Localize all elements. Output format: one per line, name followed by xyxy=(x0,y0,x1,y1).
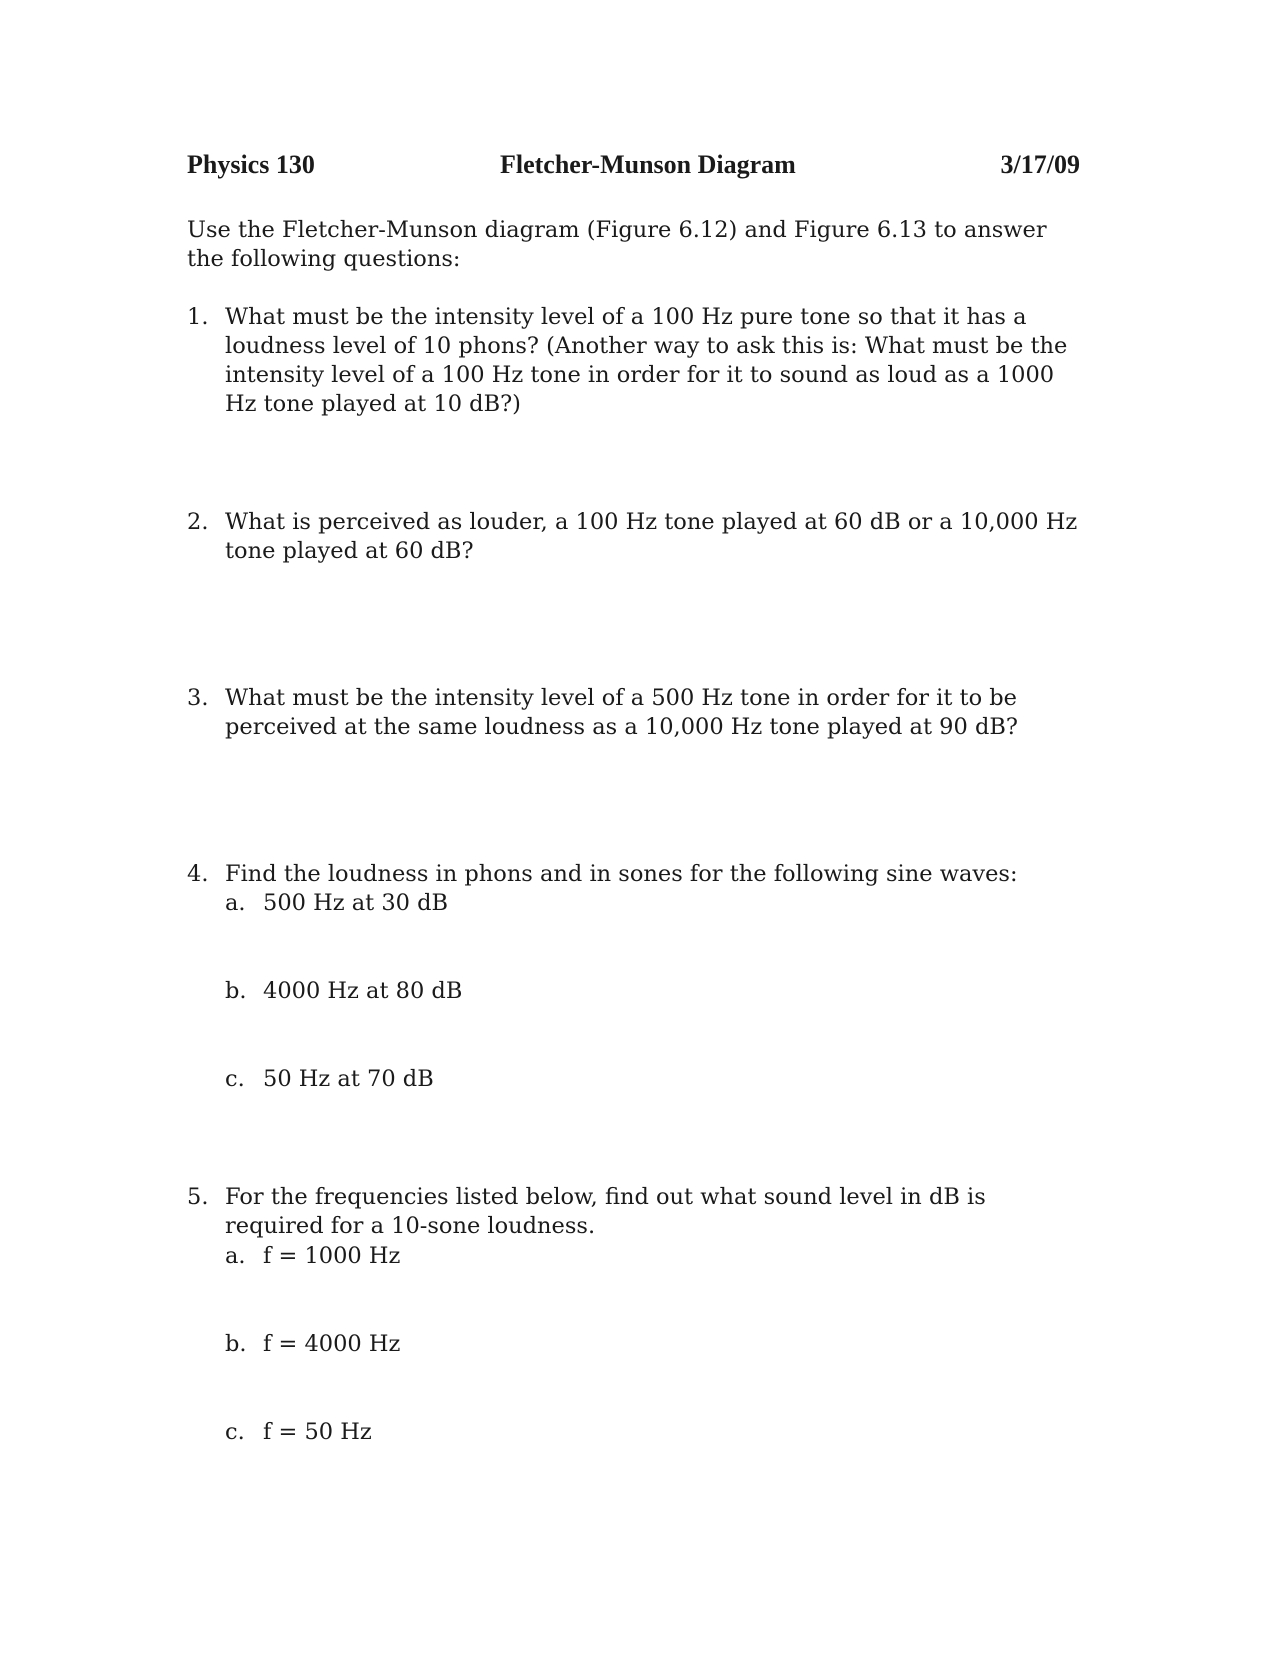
part-letter: a. xyxy=(225,890,246,916)
question-5-part-a xyxy=(225,1242,1025,1271)
question-1 xyxy=(187,303,1087,419)
part-text: 50 Hz at 70 dB xyxy=(263,1066,434,1092)
part-letter: a. xyxy=(225,1243,246,1269)
question-2 xyxy=(187,508,1087,566)
question-number: 4. xyxy=(187,861,209,887)
question-3 xyxy=(187,684,1087,742)
question-number: 2. xyxy=(187,509,209,535)
page-header xyxy=(187,150,1080,190)
question-text: Find the loudness in phons and in sones for the following sine waves: xyxy=(225,861,1018,887)
question-number: 5. xyxy=(187,1184,209,1210)
part-text: 500 Hz at 30 dB xyxy=(263,890,449,916)
part-text: f = 1000 Hz xyxy=(263,1243,401,1269)
question-4-part-b xyxy=(225,977,1025,1006)
worksheet-date: 3/17/09 xyxy=(1000,150,1080,179)
part-text: 4000 Hz at 80 dB xyxy=(263,978,463,1004)
part-letter: b. xyxy=(225,1331,247,1357)
question-5 xyxy=(187,1183,1087,1241)
question-text: What is perceived as louder, a 100 Hz tone played at 60 dB or a 10,000 Hz tone played at 60 dB? xyxy=(225,509,1078,564)
part-text: f = 4000 Hz xyxy=(263,1331,401,1357)
part-letter: c. xyxy=(225,1419,245,1445)
part-letter: c. xyxy=(225,1066,245,1092)
question-4-part-a xyxy=(225,889,1025,918)
question-4-part-c xyxy=(225,1065,1025,1094)
part-letter: b. xyxy=(225,978,247,1004)
worksheet-title: Fletcher-Munson Diagram xyxy=(500,150,796,179)
question-text: For the frequencies listed below, find out what sound level in dB is required for a 10-sone loudness. xyxy=(225,1184,986,1239)
part-text: f = 50 Hz xyxy=(263,1419,372,1445)
question-number: 1. xyxy=(187,304,209,330)
question-text: What must be the intensity level of a 100 Hz pure tone so that it has a loudness level of 10 phons? (Another way to ask this is: What must be the intensity level of a 100 Hz tone in order for it to sound as loud as a 1000 Hz tone played at 10 dB?) xyxy=(225,304,1068,417)
question-number: 3. xyxy=(187,685,209,711)
instructions-paragraph: Use the Fletcher-Munson diagram (Figure 6.12) and Figure 6.13 to answer the following questions: xyxy=(187,217,1047,272)
course-name: Physics 130 xyxy=(187,150,315,179)
question-4 xyxy=(187,860,1087,889)
question-text: What must be the intensity level of a 500 Hz tone in order for it to be perceived at the same loudness as a 10,000 Hz tone played at 90 dB? xyxy=(225,685,1018,740)
question-5-part-c xyxy=(225,1418,1025,1447)
question-5-part-b xyxy=(225,1330,1025,1359)
